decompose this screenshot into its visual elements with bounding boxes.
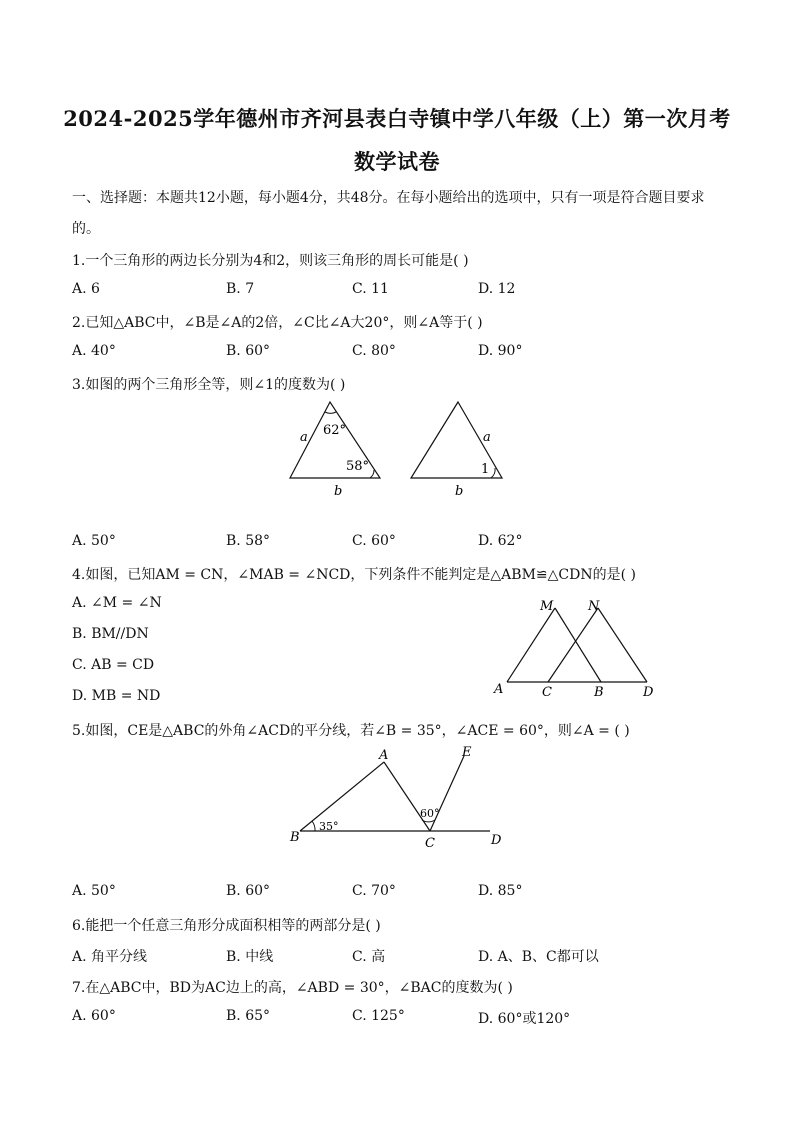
angle-B-arc xyxy=(312,821,315,831)
q4-option-b: B. BM//DN xyxy=(72,626,149,642)
label-B: B xyxy=(290,830,300,845)
q2-option-a: A. 40° xyxy=(72,343,116,359)
label-D: D xyxy=(491,833,502,848)
left-side-a-label: a xyxy=(300,430,308,445)
question-7-stem: 7.在△ABC中，BD为AC边上的高，∠ABD = 30°，∠BAC的度数为( ) xyxy=(72,980,513,996)
q5-option-d: D. 85° xyxy=(478,883,523,899)
label-D: D xyxy=(643,685,654,700)
exam-subtitle: 数学试卷 xyxy=(354,149,440,174)
q1-option-d: D. 12 xyxy=(478,281,516,297)
q3-option-a: A. 50° xyxy=(72,533,116,549)
q3-option-d: D. 62° xyxy=(478,533,523,549)
label-C: C xyxy=(542,685,552,700)
left-br-angle-arc xyxy=(370,470,374,478)
segment-AM xyxy=(507,608,555,682)
exam-title: 2024-2025学年德州市齐河县表白寺镇中学八年级（上）第一次月考 xyxy=(63,106,731,131)
q7-option-b: B. 65° xyxy=(226,1008,271,1024)
left-top-angle-arc xyxy=(325,412,336,413)
question-5-stem: 5.如图，CE是△ABC的外角∠ACD的平分线，若∠B = 35°，∠ACE = 60°，则∠A = ( ) xyxy=(72,723,630,739)
question-3-stem: 3.如图的两个三角形全等，则∠1的度数为( ) xyxy=(72,377,346,393)
left-angle-br-label: 58° xyxy=(346,459,370,474)
q4-option-c: C. AB = CD xyxy=(72,657,155,673)
q1-option-a: A. 6 xyxy=(72,281,100,297)
q3-option-c: C. 60° xyxy=(352,533,396,549)
q7-option-c: C. 125° xyxy=(352,1008,405,1024)
label-E: E xyxy=(462,745,472,760)
q1-option-c: C. 11 xyxy=(352,281,389,297)
label-M: M xyxy=(540,599,554,614)
segment-BA xyxy=(300,762,384,831)
question-1-stem: 1.一个三角形的两边长分别为4和2，则该三角形的周长可能是( ) xyxy=(72,253,469,269)
section-intro-line2: 的。 xyxy=(72,221,100,237)
question-6-stem: 6.能把一个任意三角形分成面积相等的两部分是( ) xyxy=(72,918,381,934)
q2-option-b: B. 60° xyxy=(226,343,271,359)
label-A: A xyxy=(494,682,504,697)
label-N: N xyxy=(588,599,600,614)
q6-option-d: D. A、B、C都可以 xyxy=(478,949,599,965)
q5-option-a: A. 50° xyxy=(72,883,116,899)
angle-B-label: 35° xyxy=(319,820,339,833)
q6-option-b: B. 中线 xyxy=(226,949,274,965)
q6-option-c: C. 高 xyxy=(352,949,386,965)
q3-triangles-figure xyxy=(280,396,520,500)
q7-option-d: D. 60°或120° xyxy=(478,1011,571,1027)
q7-option-a: A. 60° xyxy=(72,1008,116,1024)
right-angle1-arc xyxy=(491,468,495,478)
left-angle-top-label: 62° xyxy=(323,423,347,438)
section-intro-line1: 一、选择题：本题共12小题，每小题4分，共48分。在每小题给出的选项中，只有一项是符合题目要求 xyxy=(72,190,705,206)
q4-overlapping-triangles-figure xyxy=(490,596,665,702)
angle-C-label: 60° xyxy=(420,807,440,820)
q2-option-c: C. 80° xyxy=(352,343,396,359)
q5-option-b: B. 60° xyxy=(226,883,271,899)
q3-option-b: B. 58° xyxy=(226,533,271,549)
label-C: C xyxy=(425,836,435,851)
question-2-stem: 2.已知△ABC中，∠B是∠A的2倍，∠C比∠A大20°，则∠A等于( ) xyxy=(72,315,483,331)
q2-option-d: D. 90° xyxy=(478,343,523,359)
label-A: A xyxy=(379,748,389,763)
q5-option-c: C. 70° xyxy=(352,883,396,899)
segment-ND xyxy=(598,608,647,682)
right-side-a-label: a xyxy=(483,430,491,445)
q1-option-b: B. 7 xyxy=(226,281,255,297)
angle-1-label: 1 xyxy=(481,462,490,477)
left-side-b-label: b xyxy=(334,484,343,499)
q6-option-a: A. 角平分线 xyxy=(72,949,148,965)
label-B: B xyxy=(594,685,604,700)
right-side-b-label: b xyxy=(455,484,464,499)
segment-CN xyxy=(548,608,598,682)
q5-exterior-angle-figure xyxy=(284,742,514,852)
segment-MB xyxy=(555,608,601,682)
q4-option-d: D. MB = ND xyxy=(72,688,161,704)
question-4-stem: 4.如图，已知AM = CN，∠MAB = ∠NCD，下列条件不能判定是△ABM≌△CDN的是( ) xyxy=(72,567,636,583)
q4-option-a: A. ∠M = ∠N xyxy=(72,595,162,611)
